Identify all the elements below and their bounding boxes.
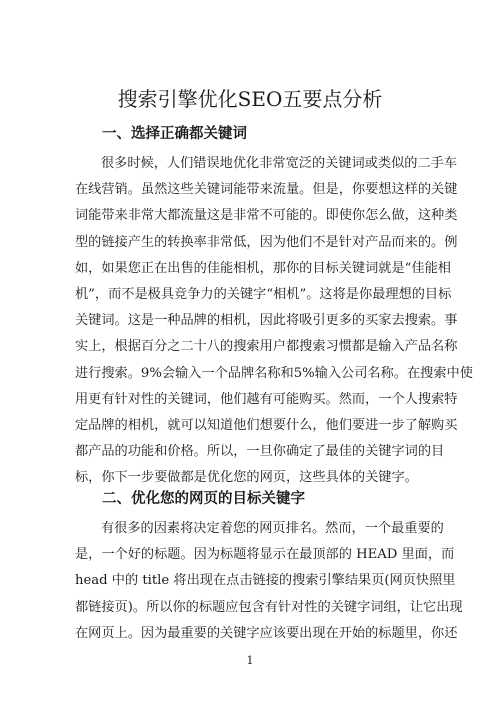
paragraph-line: 实上，根据百分之二十八的搜索用户都搜索习惯都是输入产品名称: [75, 339, 458, 355]
paragraph-line: 如，如果您正在出售的佳能相机，那你的目标关键词就是“佳能相: [75, 260, 451, 276]
paragraph-line: 有很多的因素将决定着您的网页排名。然而，一个最重要的: [101, 521, 444, 536]
paragraph-line: 在线营销。虽然这些关键词能带来流量。但是，你要想这样的关键: [75, 182, 458, 198]
document-title: 搜索引擎优化SEO五要点分析: [117, 87, 383, 111]
paragraph-line: 是，一个好的标题。因为标题将显示在最顶部的 HEAD 里面，而: [75, 547, 455, 563]
paragraph-line: 用更有针对性的关键词，他们越有可能购买。然而，一个人搜索特: [75, 391, 458, 407]
paragraph-line: 都产品的功能和价格。所以，一旦你确定了最佳的关键字词的目: [75, 444, 445, 460]
paragraph-line: 机”，而不是极具竞争力的关键字“相机”。这将是你最理想的目标: [75, 286, 452, 302]
paragraph-line: 很多时候，人们错误地优化非常宽泛的关键词或类似的二手车: [101, 156, 458, 171]
paragraph-line: 词能带来非常大都流量这是非常不可能的。即使你怎么做，这种类: [75, 208, 458, 224]
section-1-paragraph: [75, 151, 473, 491]
paragraph-line: 都链接页)。所以你的标题应包含有针对性的关键字词组，让它出现: [75, 599, 463, 615]
paragraph-line: 在网页上。因为最重要的关键字应该要出现在开始的标题里，你还: [75, 625, 458, 641]
page-number: 1: [246, 654, 254, 667]
section-2-paragraph: [75, 516, 463, 647]
section-heading-2: 二、优化您的网页的目标关键字: [102, 491, 305, 507]
paragraph-line: 定品牌的相机，就可以知道他们想要什么，他们要进一步了解购买: [75, 417, 458, 433]
paragraph-line: head 中的 title 将出现在点击链接的搜索引擎结果页(网页快照里: [75, 573, 456, 589]
paragraph-line: 型的链接产生的转换率非常低，因为他们不是针对产品而来的。例: [75, 234, 458, 250]
paragraph-line: 关键词。这是一种品牌的相机，因此将吸引更多的买家去搜索。事: [75, 313, 458, 329]
paragraph-line: 进行搜索。9%会输入一个品牌名称和5%输入公司名称。在搜索中使: [75, 365, 473, 381]
section-heading-1: 一、选择正确都关键词: [102, 126, 247, 142]
paragraph-line: 标，你下一步要做都是优化您的网页，这些具体的关键字。: [75, 470, 418, 486]
